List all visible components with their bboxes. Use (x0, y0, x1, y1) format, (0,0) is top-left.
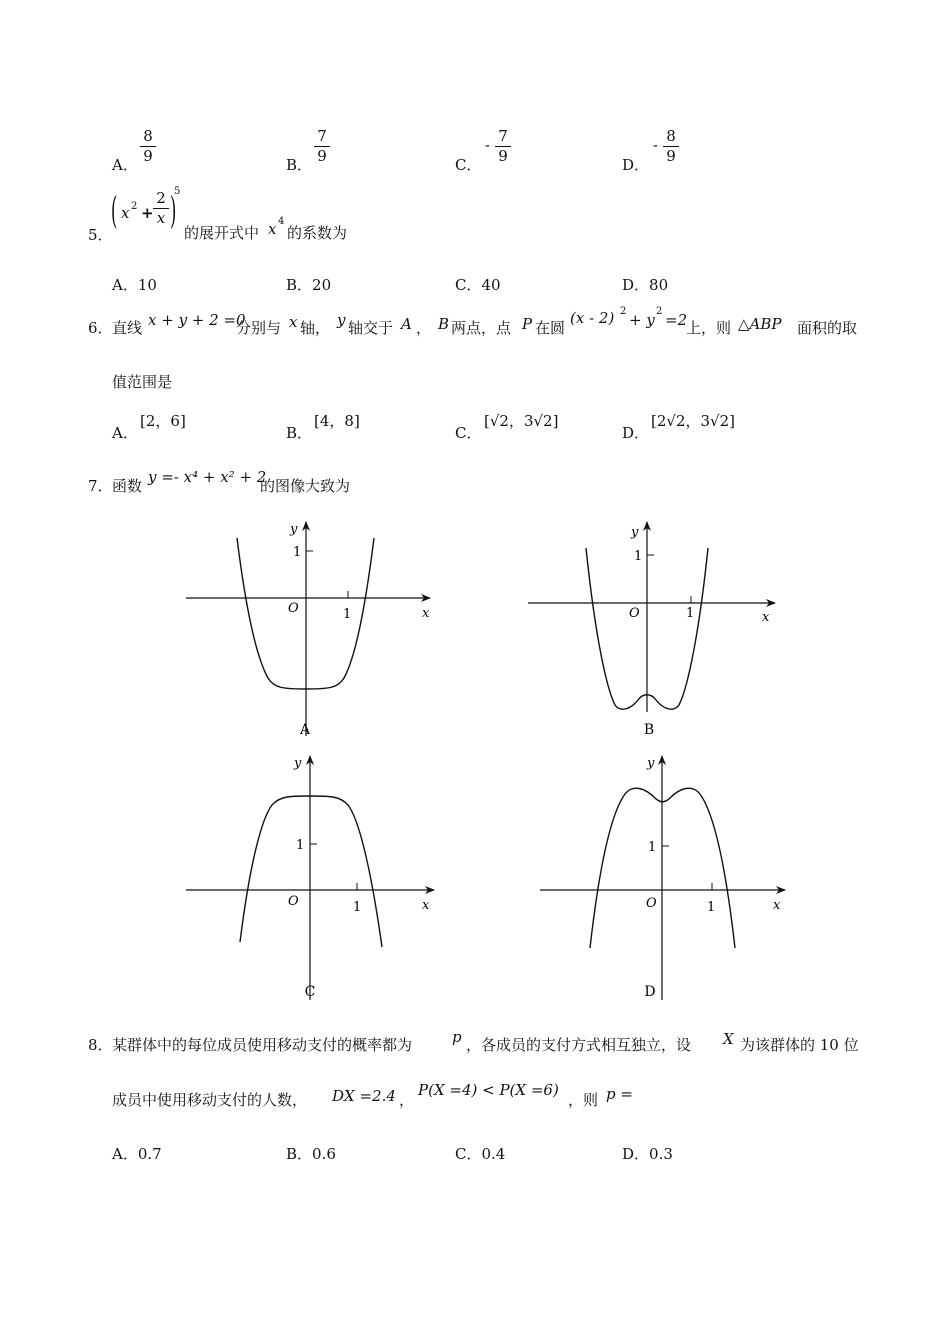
q5-text-end: 的系数为 (287, 224, 348, 242)
q5-option-d[interactable]: D．80 (622, 276, 669, 294)
y-tick-label: 1 (648, 840, 657, 855)
graph-b[interactable] (528, 522, 775, 738)
fraction-denominator: 9 (143, 147, 153, 165)
x-tick-label: 1 (353, 900, 362, 915)
q6-point-b: B (438, 315, 450, 333)
q5-term-var: x (268, 220, 277, 238)
q6-x-var: x (289, 313, 298, 331)
graph-caption: C (304, 984, 316, 1000)
q6-option-d-value[interactable]: [2√2，3√2] (651, 412, 735, 430)
y-tick-label: 1 (634, 549, 643, 564)
y-label: y (294, 756, 302, 771)
fraction-denominator: x (156, 209, 166, 227)
y-tick-label: 1 (293, 545, 302, 560)
q5-expr-fraction (153, 190, 169, 227)
q7-text-2: 的图像大致为 (260, 477, 351, 495)
curve (240, 796, 382, 947)
q5-option-b[interactable]: B．20 (286, 276, 332, 294)
q5-right-paren: ) (170, 191, 177, 232)
q6-option-b-value[interactable]: [4，8] (314, 412, 360, 430)
q8-x-var: X (723, 1030, 734, 1048)
q4-option-b-label[interactable]: B． (286, 156, 313, 174)
q6-circle-eq-b: + y (629, 311, 655, 329)
fraction-denominator: 9 (498, 147, 508, 165)
fraction-numerator: 8 (143, 127, 153, 145)
q4-option-b-fraction (314, 128, 330, 165)
q8-text-5: ，则 (568, 1091, 599, 1109)
q6-option-d-label[interactable]: D． (622, 424, 650, 442)
q6-point-p: P (522, 315, 533, 333)
q8-comma: ， (399, 1091, 415, 1109)
y-label: y (290, 522, 298, 537)
q6-text-1: 直线 (112, 319, 143, 337)
q6-point-a: A (401, 315, 412, 333)
q8-option-d[interactable]: D．0.3 (622, 1145, 673, 1163)
q4-option-d-fraction (663, 128, 679, 165)
q6-comma: ， (416, 319, 432, 337)
q5-term-exp: 4 (278, 216, 285, 227)
fraction-numerator: 7 (498, 127, 508, 145)
origin-label: O (646, 896, 657, 911)
q6-triangle: △ABP (738, 315, 782, 333)
q4-option-a-label[interactable]: A． (112, 156, 138, 174)
fraction-numerator: 2 (156, 189, 166, 207)
graph-a[interactable] (186, 522, 430, 738)
q6-text-4: 轴交于 (348, 319, 394, 337)
origin-label: O (288, 601, 299, 616)
q5-expr-plus: + (141, 204, 154, 222)
q6-option-b-label[interactable]: B． (286, 424, 313, 442)
q6-option-a-value[interactable]: [2，6] (140, 412, 186, 430)
q8-p-equals: p = (606, 1085, 633, 1103)
graph-caption: B (643, 722, 655, 738)
q6-option-c-value[interactable]: [√2，3√2] (484, 412, 559, 430)
graph-caption: A (299, 722, 311, 738)
q8-option-a[interactable]: A．0.7 (112, 1145, 162, 1163)
q5-number: 5． (88, 226, 113, 244)
q6-circle-eq-c: =2 (665, 311, 688, 329)
x-label: x (762, 610, 770, 625)
graph-d[interactable] (540, 756, 785, 1000)
q7-graphs (0, 500, 950, 1020)
q8-inequality: P(X =4) < P(X =6) (418, 1081, 559, 1099)
x-tick-label: 1 (707, 900, 716, 915)
q6-option-c-label[interactable]: C． (455, 424, 482, 442)
fraction-denominator: 9 (666, 147, 676, 165)
graph-c[interactable] (186, 756, 434, 1000)
y-label: y (647, 756, 655, 771)
q5-expr-base: x (121, 204, 130, 222)
q6-circle-exp-a: 2 (620, 306, 627, 317)
q8-p-var: p (452, 1028, 462, 1046)
q8-option-c[interactable]: C．0.4 (455, 1145, 506, 1163)
q6-text-6: 在圆 (535, 319, 566, 337)
origin-label: O (629, 606, 640, 621)
q8-option-b[interactable]: B．0.6 (286, 1145, 336, 1163)
q6-text-9: 值范围是 (112, 373, 173, 391)
q6-text-8: 面积的取 (797, 319, 858, 337)
origin-label: O (288, 894, 299, 909)
y-tick-label: 1 (296, 838, 305, 853)
q4-option-c-label[interactable]: C． (455, 156, 482, 174)
q8-text-2: ，各成员的支付方式相互独立，设 (466, 1036, 692, 1054)
fraction-numerator: 8 (666, 127, 676, 145)
q5-option-a[interactable]: A．10 (112, 276, 157, 294)
q7-number: 7． (88, 477, 113, 495)
x-tick-label: 1 (686, 606, 695, 621)
q7-text-1: 函数 (112, 477, 143, 495)
q5-option-c[interactable]: C．40 (455, 276, 501, 294)
q5-text-mid: 的展开式中 (184, 224, 260, 242)
q5-expr-base-exp: 2 (131, 201, 138, 212)
q8-text-4: 成员中使用移动支付的人数， (112, 1091, 308, 1109)
q8-dx: DX =2.4 (332, 1087, 396, 1105)
x-label: x (773, 898, 781, 913)
x-tick-label: 1 (343, 607, 352, 622)
q6-y-var: y (337, 311, 346, 329)
q6-number: 6． (88, 319, 113, 337)
q6-circle-exp-b: 2 (656, 306, 663, 317)
q4-option-d-sign: - (653, 136, 659, 154)
q5-left-paren: ( (111, 191, 118, 232)
q4-option-d-label[interactable]: D． (622, 156, 650, 174)
q6-line-equation: x + y + 2 =0 (148, 311, 246, 329)
q4-option-a-fraction (140, 128, 156, 165)
q8-text-1: 某群体中的每位成员使用移动支付的概率都为 (112, 1036, 413, 1054)
x-label: x (422, 606, 430, 621)
graph-caption: D (644, 984, 656, 1000)
q4-option-c-sign: - (485, 136, 491, 154)
fraction-denominator: 9 (317, 147, 327, 165)
q6-option-a-label[interactable]: A． (112, 424, 138, 442)
q6-text-5: 两点，点 (451, 319, 512, 337)
q8-text-3: 为该群体的 10 位 (740, 1036, 859, 1054)
q5-expr-power: 5 (174, 186, 181, 197)
y-label: y (631, 525, 639, 540)
q7-function: y =- x⁴ + x² + 2 (148, 468, 267, 486)
q6-text-3: 轴， (300, 319, 331, 337)
q8-number: 8． (88, 1036, 113, 1054)
fraction-numerator: 7 (317, 127, 327, 145)
q4-option-c-fraction (495, 128, 511, 165)
x-label: x (422, 898, 430, 913)
q6-text-2: 分别与 (236, 319, 282, 337)
q6-text-7: 上，则 (686, 319, 732, 337)
q6-circle-eq-a: (x - 2) (570, 309, 615, 327)
